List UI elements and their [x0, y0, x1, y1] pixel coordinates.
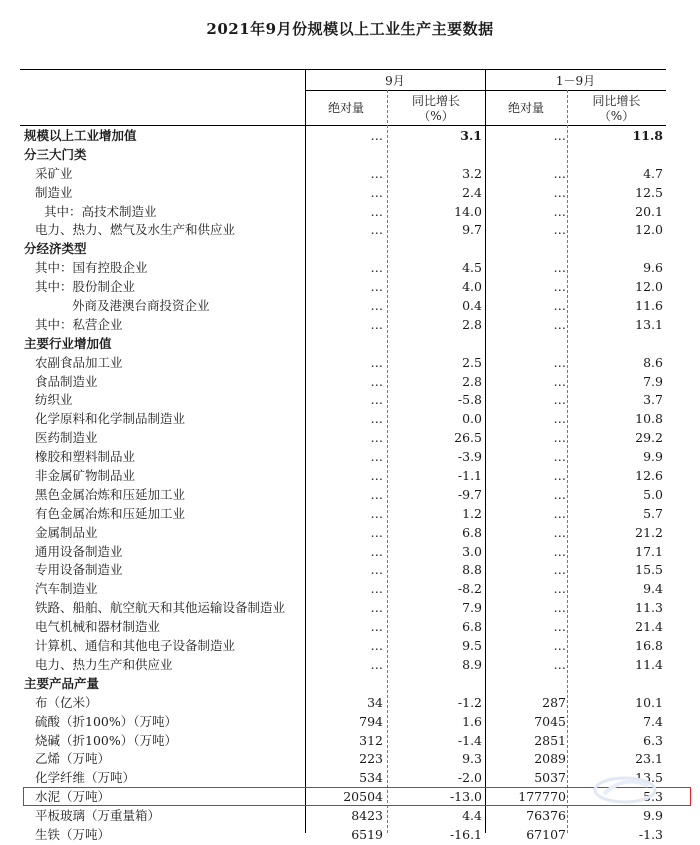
cell-abs-ytd: …	[553, 298, 566, 314]
table-header	[20, 70, 666, 126]
cell-abs-month: …	[370, 411, 383, 427]
cell-abs-month: …	[370, 316, 383, 332]
row-label: 平板玻璃（万重量箱）	[35, 808, 161, 824]
cell-abs-ytd: 177770	[518, 789, 566, 805]
cell-yoy-month: 6.8	[462, 524, 482, 540]
row-label: 金属制品业	[35, 524, 98, 540]
cell-yoy-month: 0.4	[462, 298, 482, 314]
row-label: 水泥（万吨）	[35, 789, 111, 805]
table-row	[20, 580, 666, 599]
table-row	[20, 467, 666, 486]
cell-yoy-month: 8.8	[462, 562, 482, 578]
row-label: 橡胶和塑料制品业	[35, 449, 136, 465]
cell-yoy-month: 2.4	[462, 184, 482, 200]
row-label: 其中：股份制企业	[35, 279, 136, 295]
row-label: 其中：国有控股企业	[35, 260, 148, 276]
row-label: 乙烯（万吨）	[35, 751, 111, 767]
cell-abs-ytd: …	[553, 449, 566, 465]
cell-abs-month: …	[370, 581, 383, 597]
cell-yoy-month: 8.9	[462, 656, 482, 672]
cell-abs-ytd: …	[553, 600, 566, 616]
cell-yoy-month: 3.1	[460, 128, 482, 143]
table-row	[20, 486, 666, 505]
table-row	[20, 713, 666, 732]
cell-yoy-month: 4.4	[462, 808, 482, 824]
cell-yoy-ytd: 17.1	[635, 543, 663, 559]
row-label: 非金属矿物制品业	[35, 468, 136, 484]
table-row	[20, 297, 666, 316]
cell-yoy-month: 9.3	[462, 751, 482, 767]
row-label: 主要产品产量	[24, 675, 100, 691]
cell-abs-month: …	[370, 562, 383, 578]
table-row	[20, 618, 666, 637]
cell-abs-ytd: …	[553, 279, 566, 295]
cell-abs-ytd: 287	[542, 694, 566, 710]
table-row	[20, 826, 666, 845]
cell-yoy-ytd: 7.9	[643, 373, 663, 389]
table-row	[20, 221, 666, 240]
cell-yoy-month: -9.7	[457, 486, 482, 502]
cell-abs-month: …	[370, 543, 383, 559]
cell-abs-ytd: …	[553, 524, 566, 540]
cell-abs-ytd: 7045	[534, 713, 566, 729]
cell-abs-ytd: 2089	[534, 751, 566, 767]
row-label: 黑色金属冶炼和压延加工业	[35, 486, 186, 502]
cell-abs-month: …	[370, 619, 383, 635]
cell-abs-month: …	[370, 298, 383, 314]
table-row	[20, 240, 666, 259]
header-period-ytd: 1－9月	[555, 74, 596, 88]
table-row	[20, 184, 666, 203]
row-label: 生铁（万吨）	[35, 826, 111, 842]
row-label: 专用设备制造业	[35, 562, 123, 578]
cell-abs-month: 20504	[343, 789, 383, 805]
cell-abs-ytd: …	[553, 638, 566, 654]
table-row	[20, 505, 666, 524]
cell-abs-ytd: …	[553, 486, 566, 502]
cell-abs-month: …	[370, 260, 383, 276]
row-label: 医药制造业	[35, 430, 98, 446]
table-row	[20, 561, 666, 580]
cell-abs-ytd: …	[553, 128, 566, 143]
row-label: 其中：私营企业	[35, 316, 123, 332]
header-abs-ytd: 绝对量	[507, 101, 544, 115]
cell-abs-month: 6519	[351, 826, 383, 842]
cell-abs-ytd: …	[553, 656, 566, 672]
cell-abs-ytd: …	[553, 373, 566, 389]
row-label: 布（亿米）	[35, 694, 98, 710]
cell-abs-ytd: 76376	[526, 808, 566, 824]
cell-yoy-month: 3.0	[462, 543, 482, 559]
cell-abs-ytd: …	[553, 260, 566, 276]
cell-yoy-month: 2.8	[462, 316, 482, 332]
row-label: 电气机械和器材制造业	[35, 619, 161, 635]
row-label: 电力、热力、燃气及水生产和供应业	[35, 222, 236, 238]
cell-abs-ytd: …	[553, 165, 566, 181]
cell-yoy-ytd: 13.5	[635, 770, 663, 786]
cell-yoy-month: 4.0	[462, 279, 482, 295]
cell-yoy-ytd: 9.4	[643, 581, 663, 597]
table-row	[20, 656, 666, 675]
row-label: 食品制造业	[35, 373, 98, 389]
row-label: 化学纤维（万吨）	[35, 770, 136, 786]
table-row	[20, 694, 666, 713]
table-row	[20, 146, 666, 165]
cell-yoy-month: 3.2	[462, 165, 482, 181]
table-row	[20, 543, 666, 562]
cell-yoy-ytd: 23.1	[635, 751, 663, 767]
cell-abs-ytd: …	[553, 392, 566, 408]
row-label: 其中：高技术制造业	[44, 203, 157, 219]
cell-yoy-ytd: 12.0	[635, 279, 663, 295]
row-label: 规模以上工业增加值	[24, 128, 137, 143]
cell-yoy-ytd: 5.7	[643, 505, 663, 521]
cell-abs-month: …	[370, 524, 383, 540]
row-label: 采矿业	[35, 165, 73, 181]
row-label: 烧碱（折100%）（万吨）	[35, 732, 177, 748]
cell-abs-month: …	[370, 449, 383, 465]
header-yoy-ytd: 同比增长 （%）	[592, 94, 641, 123]
cell-abs-ytd: …	[553, 505, 566, 521]
row-label: 主要行业增加值	[24, 335, 112, 351]
cell-yoy-month: -13.0	[449, 789, 482, 805]
cell-yoy-ytd: 9.9	[643, 808, 663, 824]
cell-yoy-ytd: 3.7	[643, 392, 663, 408]
table-row	[20, 807, 666, 826]
cell-yoy-month: 9.7	[462, 222, 482, 238]
cell-abs-month: …	[370, 373, 383, 389]
cell-yoy-ytd: -1.3	[638, 826, 663, 842]
table-row	[20, 203, 666, 222]
table-row	[20, 769, 666, 788]
cell-abs-month: 312	[359, 732, 383, 748]
cell-yoy-month: -5.8	[457, 392, 482, 408]
cell-abs-month: …	[370, 392, 383, 408]
table-row	[20, 127, 666, 146]
cell-yoy-month: 1.2	[462, 505, 482, 521]
row-label: 分经济类型	[24, 241, 87, 257]
cell-yoy-month: -3.9	[457, 449, 482, 465]
cell-yoy-ytd: 21.4	[635, 619, 663, 635]
cell-yoy-ytd: 9.9	[643, 449, 663, 465]
table-row	[20, 354, 666, 373]
cell-abs-month: …	[370, 184, 383, 200]
cell-yoy-ytd: 8.6	[643, 354, 663, 370]
cell-abs-month: …	[370, 430, 383, 446]
cell-yoy-ytd: 29.2	[635, 430, 663, 446]
cell-abs-month: …	[370, 279, 383, 295]
cell-yoy-ytd: 5.3	[643, 789, 663, 805]
row-label: 硫酸（折100%）（万吨）	[35, 713, 177, 729]
cell-yoy-month: 26.5	[454, 430, 482, 446]
cell-abs-month: …	[370, 165, 383, 181]
table-row	[20, 750, 666, 769]
table-row	[20, 410, 666, 429]
cell-abs-month: …	[370, 600, 383, 616]
row-label: 通用设备制造业	[35, 543, 123, 559]
cell-abs-month: 794	[359, 713, 383, 729]
table-row	[20, 448, 666, 467]
cell-abs-month: …	[370, 203, 383, 219]
table-body	[20, 127, 666, 845]
cell-yoy-ytd: 11.8	[632, 128, 663, 143]
cell-abs-ytd: …	[553, 203, 566, 219]
cell-abs-month: …	[370, 638, 383, 654]
cell-yoy-ytd: 4.7	[643, 165, 663, 181]
cell-yoy-month: 6.8	[462, 619, 482, 635]
cell-abs-month: 534	[359, 770, 383, 786]
cell-yoy-ytd: 15.5	[635, 562, 663, 578]
cell-abs-month: 34	[367, 694, 383, 710]
cell-abs-ytd: …	[553, 354, 566, 370]
cell-yoy-ytd: 7.4	[643, 713, 663, 729]
cell-abs-ytd: …	[553, 411, 566, 427]
cell-yoy-ytd: 13.1	[635, 316, 663, 332]
cell-yoy-month: -16.1	[449, 826, 482, 842]
table-row	[20, 391, 666, 410]
cell-abs-ytd: …	[553, 184, 566, 200]
table-row	[20, 429, 666, 448]
cell-yoy-ytd: 12.5	[635, 184, 663, 200]
row-label: 制造业	[35, 184, 73, 200]
cell-abs-month: …	[370, 128, 383, 143]
cell-abs-month: …	[370, 354, 383, 370]
cell-yoy-month: 9.5	[462, 638, 482, 654]
cell-abs-ytd: …	[553, 222, 566, 238]
row-label: 铁路、船舶、航空航天和其他运输设备制造业	[35, 600, 286, 616]
cell-yoy-month: -2.0	[457, 770, 482, 786]
cell-abs-month: …	[370, 486, 383, 502]
cell-yoy-month: 2.5	[462, 354, 482, 370]
cell-yoy-ytd: 21.2	[635, 524, 663, 540]
table-row	[20, 278, 666, 297]
cell-yoy-month: 14.0	[454, 203, 482, 219]
header-yoy-month: 同比增长 （%）	[411, 94, 460, 123]
cell-yoy-ytd: 10.8	[635, 411, 663, 427]
table-row	[20, 165, 666, 184]
table-row	[20, 335, 666, 354]
page-title: 2021年9月份规模以上工业生产主要数据	[206, 20, 494, 38]
cell-abs-ytd: …	[553, 562, 566, 578]
cell-yoy-ytd: 20.1	[635, 203, 663, 219]
cell-yoy-month: -1.4	[457, 732, 482, 748]
row-label: 纺织业	[35, 392, 73, 408]
cell-abs-ytd: …	[553, 430, 566, 446]
cell-yoy-ytd: 11.6	[635, 298, 663, 314]
cell-yoy-month: 4.5	[462, 260, 482, 276]
cell-yoy-ytd: 9.6	[643, 260, 663, 276]
header-abs-month: 绝对量	[327, 101, 364, 115]
cell-yoy-ytd: 6.3	[643, 732, 663, 748]
cell-yoy-ytd: 12.0	[635, 222, 663, 238]
cell-yoy-ytd: 5.0	[643, 486, 663, 502]
cell-yoy-month: -1.1	[457, 468, 482, 484]
table-row	[20, 637, 666, 656]
table-row	[20, 316, 666, 335]
header-period-month: 9月	[385, 74, 405, 88]
cell-abs-ytd: 5037	[534, 770, 566, 786]
row-label: 计算机、通信和其他电子设备制造业	[35, 638, 236, 654]
row-label: 有色金属冶炼和压延加工业	[35, 505, 186, 521]
cell-yoy-month: -1.2	[457, 694, 482, 710]
cell-abs-month: …	[370, 505, 383, 521]
cell-abs-ytd: …	[553, 581, 566, 597]
row-label: 外商及港澳台商投资企业	[72, 298, 210, 314]
cell-yoy-ytd: 11.3	[635, 600, 663, 616]
row-label: 分三大门类	[24, 146, 87, 162]
cell-yoy-month: 0.0	[462, 411, 482, 427]
row-label: 农副食品加工业	[35, 354, 123, 370]
cell-abs-ytd: …	[553, 619, 566, 635]
cell-abs-ytd: …	[553, 316, 566, 332]
cell-abs-ytd: 2851	[534, 732, 566, 748]
row-label: 电力、热力生产和供应业	[35, 656, 173, 672]
watermark-logo-icon	[590, 770, 660, 810]
cell-yoy-month: 7.9	[462, 600, 482, 616]
table-row	[20, 373, 666, 392]
cell-abs-month: 223	[359, 751, 383, 767]
row-label: 汽车制造业	[35, 581, 98, 597]
cell-yoy-ytd: 10.1	[635, 694, 663, 710]
cell-yoy-month: -8.2	[457, 581, 482, 597]
cell-yoy-ytd: 12.6	[635, 468, 663, 484]
cell-abs-ytd: 67107	[526, 826, 566, 842]
cell-abs-month: …	[370, 656, 383, 672]
cell-abs-month: …	[370, 222, 383, 238]
cell-yoy-month: 1.6	[462, 713, 482, 729]
table-row	[20, 524, 666, 543]
cell-yoy-ytd: 16.8	[635, 638, 663, 654]
cell-abs-month: …	[370, 468, 383, 484]
cell-abs-ytd: …	[553, 468, 566, 484]
table-row	[20, 259, 666, 278]
table-row	[20, 732, 666, 751]
cell-abs-ytd: …	[553, 543, 566, 559]
cell-yoy-month: 2.8	[462, 373, 482, 389]
row-label: 化学原料和化学制品制造业	[35, 411, 186, 427]
table-row	[20, 675, 666, 694]
cell-yoy-ytd: 11.4	[635, 656, 663, 672]
cell-abs-month: 8423	[351, 808, 383, 824]
data-table	[20, 69, 666, 842]
table-row	[20, 599, 666, 618]
